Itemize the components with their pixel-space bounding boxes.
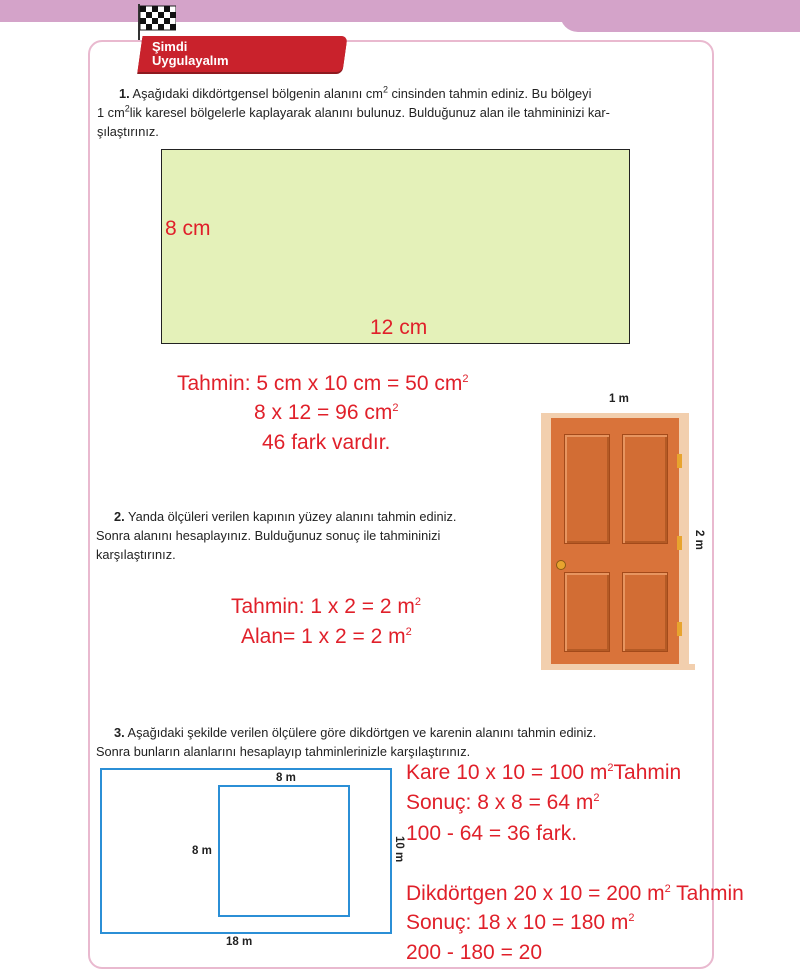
rect-width-label: 12 cm [370,316,428,339]
q1-answer-line-3: 46 fark vardır. [262,431,391,454]
door-height-label: 2 m [693,530,705,550]
q1-answer-line-1: Tahmin: 5 cm x 10 cm = 50 $cm^2$ [177,372,469,395]
badge-line-2: Uygulayalım [152,53,229,68]
top-right-tab [560,0,800,32]
door-hinge-icon [677,454,682,468]
question-3-text: 3. Aşağıdaki şekilde verilen ölçülere göre dikdörtgen ve karenin alanını tahmin ediniz. Sonra bunların alanlarını hesaplayıp tahminlerinizle karşılaştırınız. [96,725,597,759]
q3-answer-line-5: Sonuç: 18 x 10 = 180 $m^2$ [406,911,635,934]
door-panel [622,572,668,652]
door-panel [622,434,668,544]
rectangle-figure [161,149,630,344]
q3-answer-line-6: 200 - 180 = 20 [406,941,543,964]
q3-answer-line-2: Sonuç: 8 x 8 = 64 $m^2$ [406,791,600,814]
checkered-flag-icon [134,4,176,40]
q2-answer-line-1: Tahmin: 1 x 2 = 2 $m^2$ [231,595,421,618]
question-1-number: 1. [119,86,130,101]
question-2-text: 2. Yanda ölçüleri verilen kapının yüzey alanını tahmin ediniz. Sonra alanını hesaplayınız. Bulduğunuz sonuç ile tahmininizi karşılaştırınız. [96,509,457,562]
door-hinge-icon [677,622,682,636]
door-threshold [541,664,695,670]
rect-height-label: 8 cm [165,217,211,240]
door-hinge-icon [677,536,682,550]
inner-square-figure [218,785,350,917]
question-2-number: 2. [114,509,125,524]
rect-side-label: 10 m [393,836,405,863]
simdi-uygulayalim-badge [112,0,342,80]
square-top-label: 8 m [276,772,296,784]
q1-answer-line-2: 8 x 12 = 96 $cm^2$ [254,401,399,424]
question-1-text: 1. Aşağıdaki dikdörtgensel bölgenin alanını $cm^2$ cinsinden tahmin ediniz. Bu bölgeyi 1 $cm^2lik$ karesel bölgelerle kaplayarak alanını bulunuz. Bulduğunuz alan ile tahmininizi kar- şılaştırınız. [97,84,610,139]
q3-answer-line-3: 100 - 64 = 36 fark. [406,822,578,845]
door-panel [564,572,610,652]
door-panel [564,434,610,544]
door-knob-icon [556,560,566,570]
door-width-label: 1 m [609,393,629,405]
rect-bottom-label: 18 m [226,936,253,948]
q2-answer-line-2: Alan= 1 x 2 = 2 $m^2$ [241,625,412,648]
q3-answer-line-4: Dikdörtgen 20 x 10 = 200 $m^2$ Tahmin [406,882,744,905]
badge-line-1: Şimdi [152,39,188,54]
q3-answer-line-1: Kare 10 x 10 = 100 $m^2Tahmin$ [406,761,682,784]
question-3-number: 3. [114,725,125,740]
square-left-label: 8 m [192,845,212,857]
